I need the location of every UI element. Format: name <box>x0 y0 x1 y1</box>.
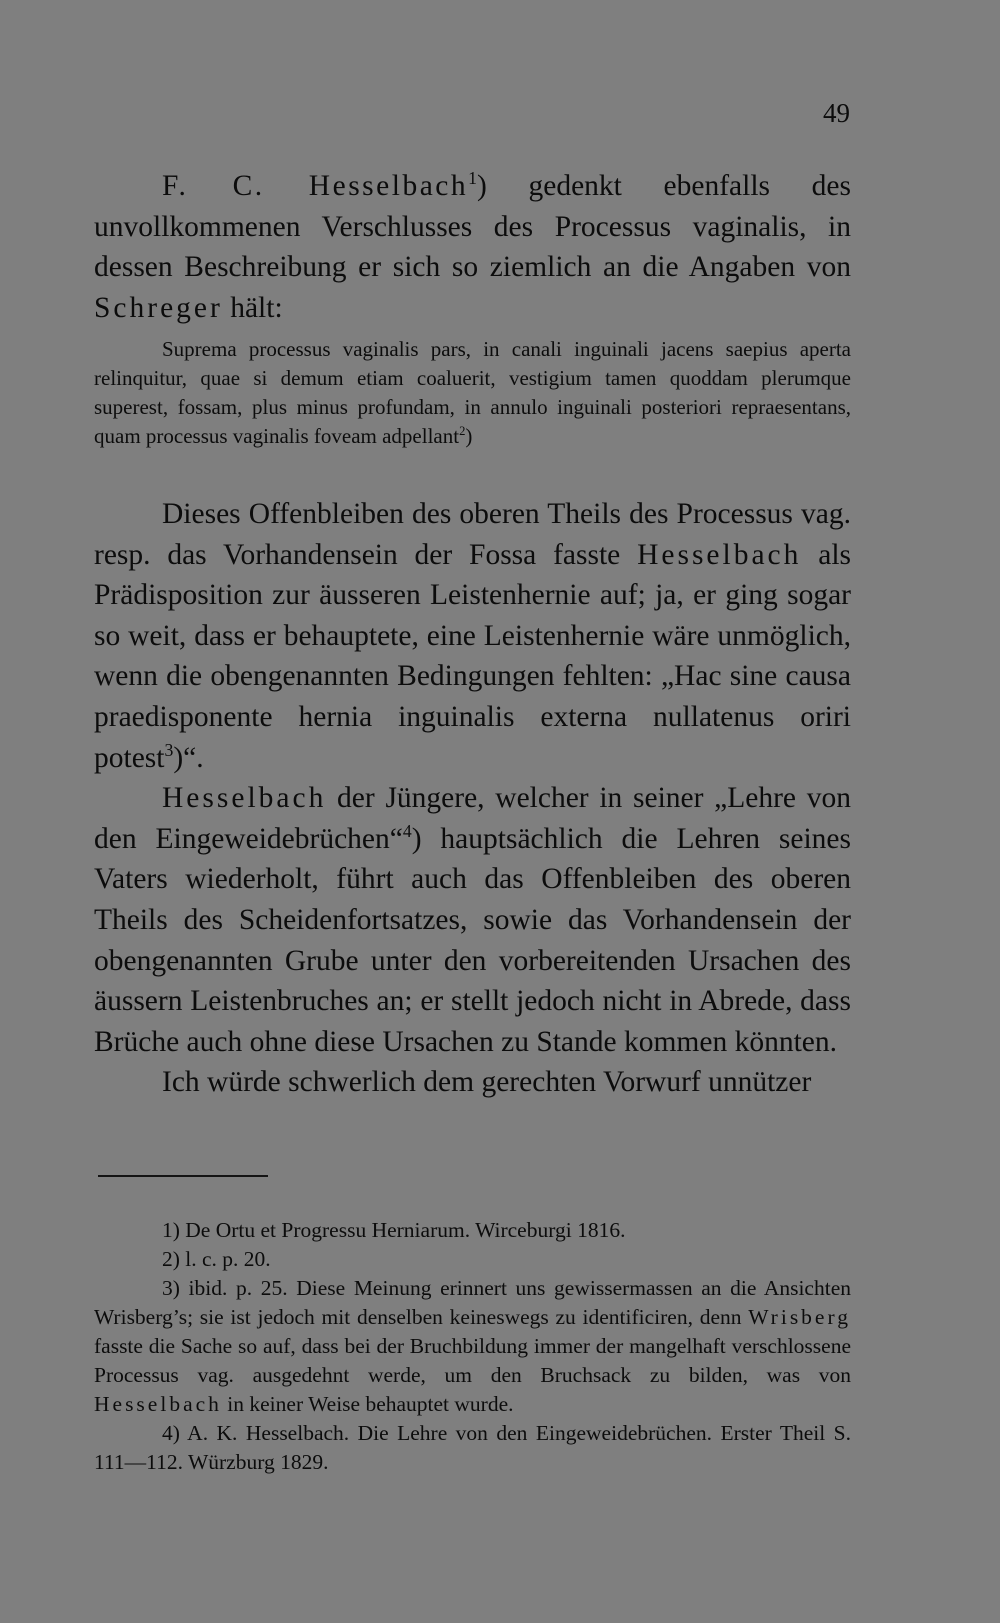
paragraph-2-end: “. <box>183 741 204 774</box>
page-number: 49 <box>823 98 850 128</box>
footnote-ref-4: 4 <box>402 820 412 841</box>
paragraph-3-text-a: der Jüngere, welcher in seiner „Lehre von den Eingeweidebrüchen“ <box>94 782 851 855</box>
quote-body: Suprema processus vaginalis pars, in canali inguinali jacens saepius aperta relinquitur, quae si demum etiam coaluerit, vestigium tamen quoddam plerumque superest, fossam, plus minus profundam, in annulo inguinali posteriori repraesentans, quam processus vaginalis foveam adpellant <box>94 337 851 448</box>
footnotes <box>94 1216 851 1477</box>
footnote-ref-1: 1 <box>468 168 477 189</box>
paragraph-hesselbach-senior <box>94 166 851 328</box>
footnote-2: 2) l. c. p. 20. <box>162 1247 271 1271</box>
footnote-3-text-c: in keiner Weise behauptet wurde. <box>221 1392 514 1416</box>
name-hesselbach: Hesselbach <box>637 538 802 571</box>
footnote-1: 1) De Ortu et Progressu Herniarum. Wirceburgi 1816. <box>162 1218 626 1242</box>
footnote-divider <box>98 1175 268 1177</box>
paragraph-2: Dieses Offenbleiben des oberen Theils des Processus vag. resp. das Vorhandensein der Fossa fasste Hesselbach als Prädisposition zur äusseren Leistenhernie auf; ja, er ging sogar so weit, dass er behauptete, eine Leistenhernie wäre unmöglich, wenn die obengenannten Bedingungen fehlten: „Hac sine causa praedisponente hernia inguinalis externa nullatenus oriri potest$^3$)“. <box>94 498 851 774</box>
paragraph-1-end: hält: <box>222 291 283 324</box>
paragraph-3: Hesselbach der Jüngere, welcher in seiner „Lehre von den Eingeweidebrüchen“$^4$) hauptsächlich die Lehren seines Vaters wiederholt, führt auch das Offenbleiben des oberen Theils des Scheidenfortsatzes, sowie das Vorhandensein der obengenannten Grube unter den vorbereitenden Ursachen des äussern Leistenbruches an; er stellt jedoch nicht in Abrede, dass Brüche auch ohne diese Ursachen zu Stande kommen könnten. <box>94 782 851 1058</box>
footnote-3-text-b: fasste die Sache so auf, dass bei der Bruchbildung immer der mangelhaft verschlossene Processus vag. ausgedehnt werde, um den Bruchsack zu bilden, was von <box>94 1334 851 1387</box>
latin-quotation <box>94 335 851 451</box>
paragraph-4: Ich würde schwerlich dem gerechten Vorwurf unnützer <box>162 1066 812 1099</box>
footnote-3 <box>94 1274 851 1419</box>
quote-text: Suprema processus vaginalis pars, in canali inguinali jacens saepius aperta relinquitur, quae si demum etiam coaluerit, vestigium tamen quoddam plerumque superest, fossam, plus minus profundam, in annulo inguinali posteriori repraesentans, quam processus vaginalis foveam adpellant$^2$) <box>94 337 851 448</box>
paragraph-1-text: gedenkt ebenfalls des unvollkommenen Verschlusses des Processus vaginalis, in dessen Beschreibung er sich so ziemlich an die Angaben von <box>94 170 851 283</box>
name-hesselbach-junior: Hesselbach <box>162 782 327 815</box>
footnote-3-text-a: 3) ibid. p. 25. Diese Meinung erinnert uns gewissermassen an die Ansichten Wrisberg’s; sie ist jedoch mit denselben keineswegs zu identificiren, denn <box>94 1276 851 1329</box>
footnote-3-name-wrisberg: Wrisberg <box>748 1305 851 1329</box>
paragraph-1: F. C. Hesselbach$^1$) gedenkt ebenfalls des unvollkommenen Verschlusses des Processus vaginalis, in dessen Beschreibung er sich so ziemlich an die Angaben von Schreger hält: <box>94 168 851 324</box>
cited-name-schreger: Schreger <box>94 291 223 324</box>
footnote-ref-2: 2 <box>459 424 466 438</box>
main-body-text <box>94 494 851 1103</box>
author-name: F. C. Hesselbach <box>162 170 469 202</box>
footnote-4: 4) A. K. Hesselbach. Die Lehre von den Eingeweidebrüchen. Erster Theil S. 111—112. Würzburg 1829. <box>94 1421 851 1474</box>
footnote-3-name-hesselbach: Hesselbach <box>94 1392 222 1416</box>
paragraph-3-text-b: hauptsächlich die Lehren seines Vaters wiederholt, führt auch das Offenbleiben des oberen Theils des Scheidenfortsatzes, sowie das Vorhandensein der obengenannten Grube unter den vorbereitenden Ursachen des äussern Leistenbruches an; er stellt jedoch nicht in Abrede, dass Brüche auch ohne diese Ursachen zu Stande kommen könnten. <box>94 822 851 1058</box>
footnote-ref-3: 3 <box>164 739 174 760</box>
paragraph-2-text-a: Dieses Offenbleiben des oberen Theils des Processus vag. resp. das Vorhandensein der Fossa fasste <box>94 498 851 571</box>
paragraph-2-text-b: als Prädisposition zur äusseren Leistenhernie auf; ja, er ging sogar so weit, dass er behauptete, eine Leistenhernie wäre unmöglich, wenn die obengenannten Bedingungen fehlten: „Hac sine causa praedisponente hernia inguinalis externa nullatenus oriri potest <box>94 538 851 774</box>
